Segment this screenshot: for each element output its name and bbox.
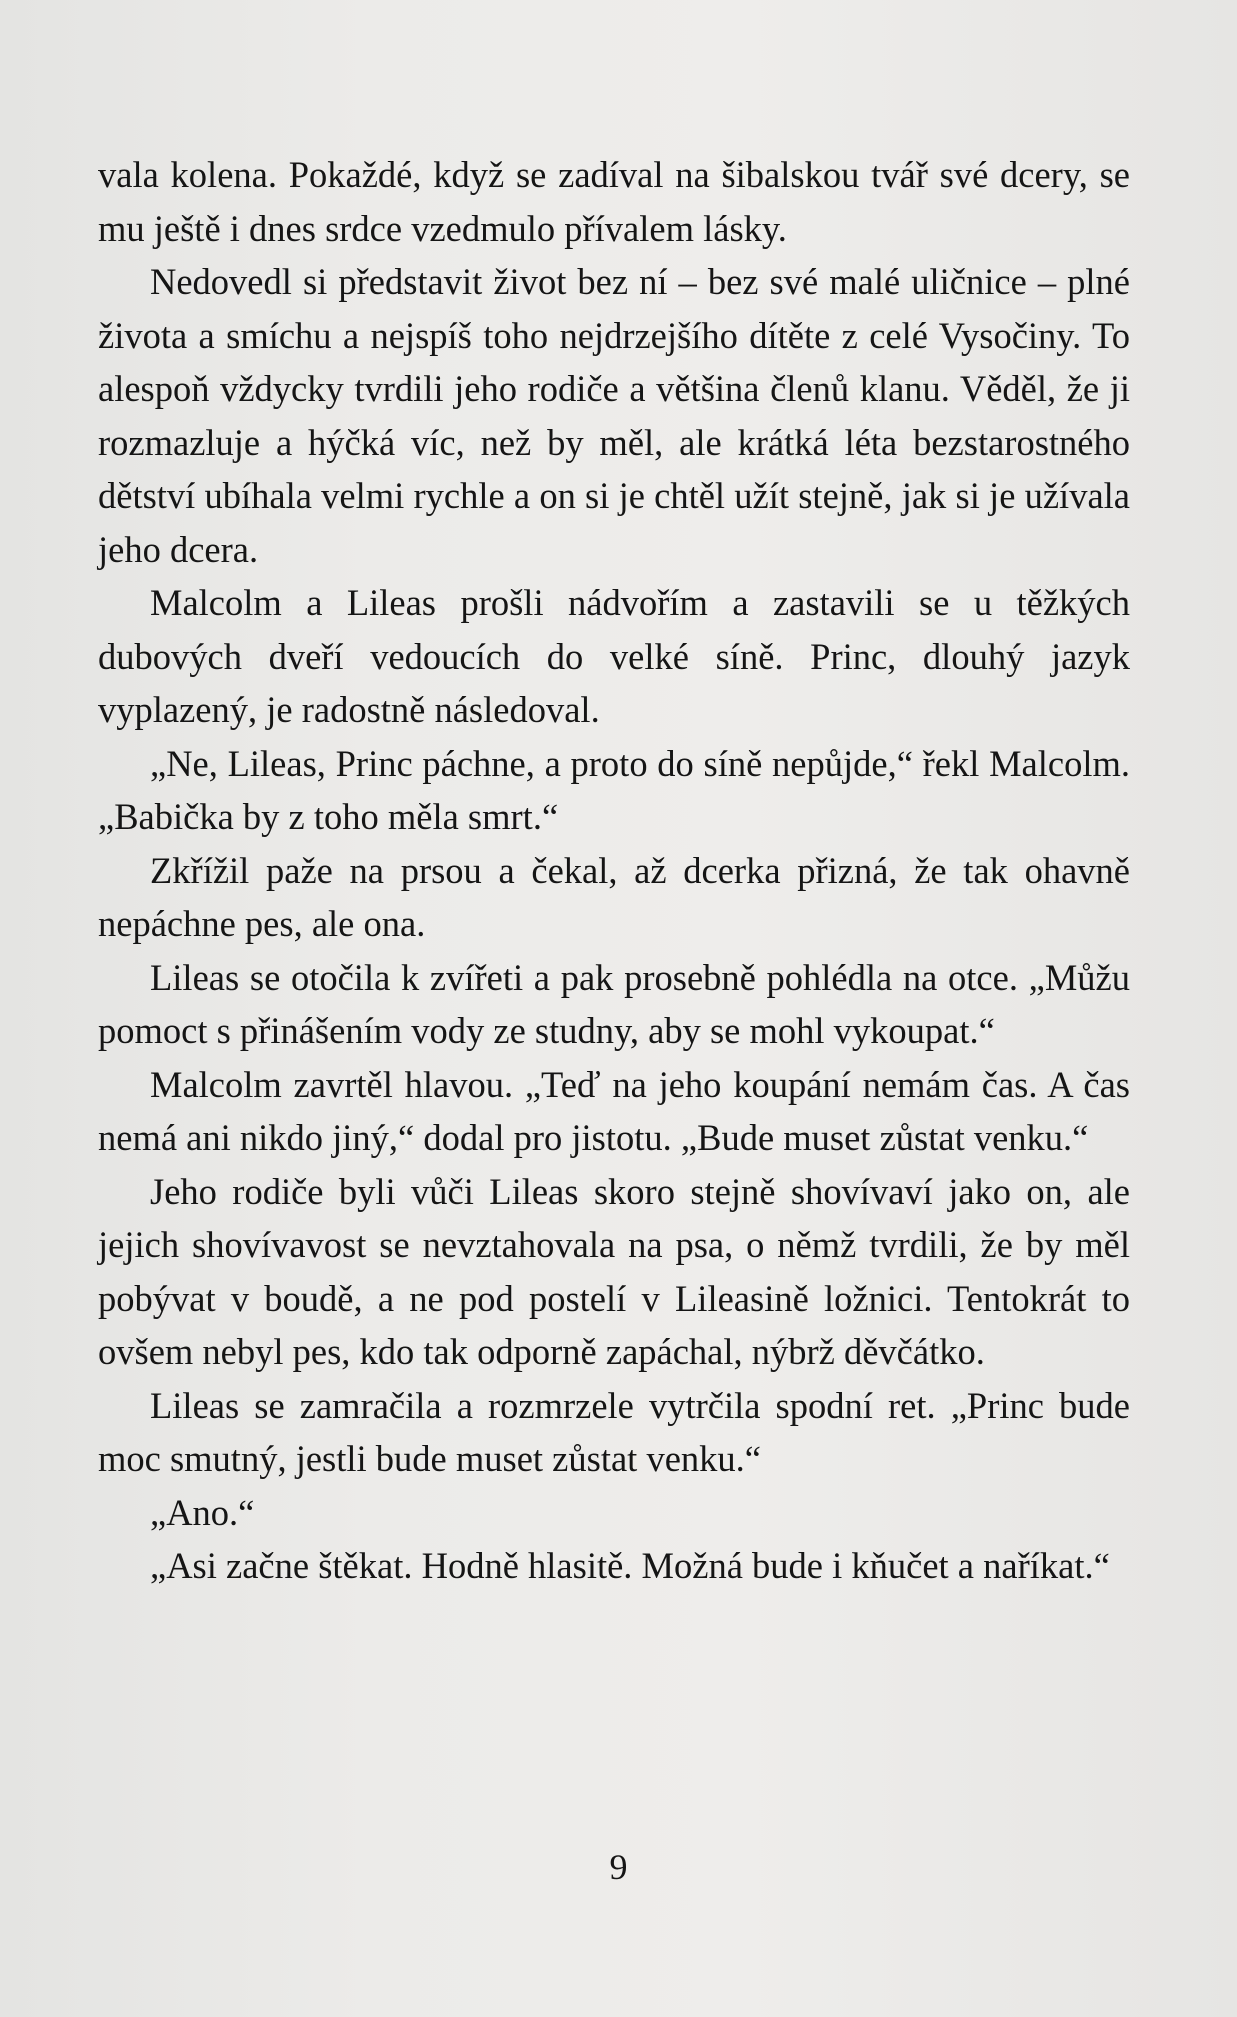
body-text: [98, 148, 1130, 1593]
paragraph: Malcolm a Lileas prošli nádvořím a zastavili se u těžkých dubových dveří vedoucích do velké síně. Princ, dlouhý jazyk vyplazený, je radostně následoval.: [98, 582, 1130, 730]
paragraph: Zkřížil paže na prsou a čekal, až dcerka přizná, že tak ohavně nepáchne pes, ale ona.: [98, 849, 1130, 944]
paragraph: „Asi začne štěkat. Hodně hlasitě. Možná bude i kňučet a naříkat.“: [150, 1545, 1110, 1586]
paragraph: „Ne, Lileas, Princ páchne, a proto do síně nepůjde,“ řekl Malcolm. „Babička by z toho měla smrt.“: [98, 742, 1130, 837]
paragraph: Jeho rodiče byli vůči Lileas skoro stejně shovívaví jako on, ale jejich shovívavost se nevztahovala na psa, o němž tvrdili, že by měl pobývat v boudě, a ne pod postelí v Lileasině ložnici. Tentokrát to ovšem nebyl pes, kdo tak odporně zapáchal, nýbrž děvčátko.: [98, 1170, 1130, 1372]
paragraph: Lileas se otočila k zvířeti a pak prosebně pohlédla na otce. „Můžu pomoct s přinášením vody ze studny, aby se mohl vykoupat.“: [98, 956, 1130, 1051]
page-number: 9: [609, 1847, 628, 1887]
paragraph: „Ano.“: [150, 1491, 255, 1533]
paragraph: Nedovedl si představit život bez ní – bez své malé uličnice – plné života a smíchu a nejspíš toho nejdrzejšího dítěte z celé Vysočiny. To alespoň vždycky tvrdili jeho rodiče a většina členů klanu. Věděl, že ji rozmazluje a hýčká víc, než by měl, ale krátká léta bezstarostného dětství ubíhala velmi rychle a on si je chtěl užít stejně, jak si je užívala jeho dcera.: [98, 261, 1130, 570]
paragraph: vala kolena. Pokaždé, když se zadíval na šibalskou tvář své dcery, se mu ještě i dnes srdce vzedmulo přívalem lásky.: [98, 154, 1130, 249]
paragraph: Lileas se zamračila a rozmrzele vytrčila spodní ret. „Princ bude moc smutný, jestli bude muset zůstat venku.“: [98, 1384, 1130, 1479]
paragraph: Malcolm zavrtěl hlavou. „Teď na jeho koupání nemám čas. A čas nemá ani nikdo jiný,“ dodal pro jistotu. „Bude muset zůstat venku.“: [98, 1063, 1130, 1158]
